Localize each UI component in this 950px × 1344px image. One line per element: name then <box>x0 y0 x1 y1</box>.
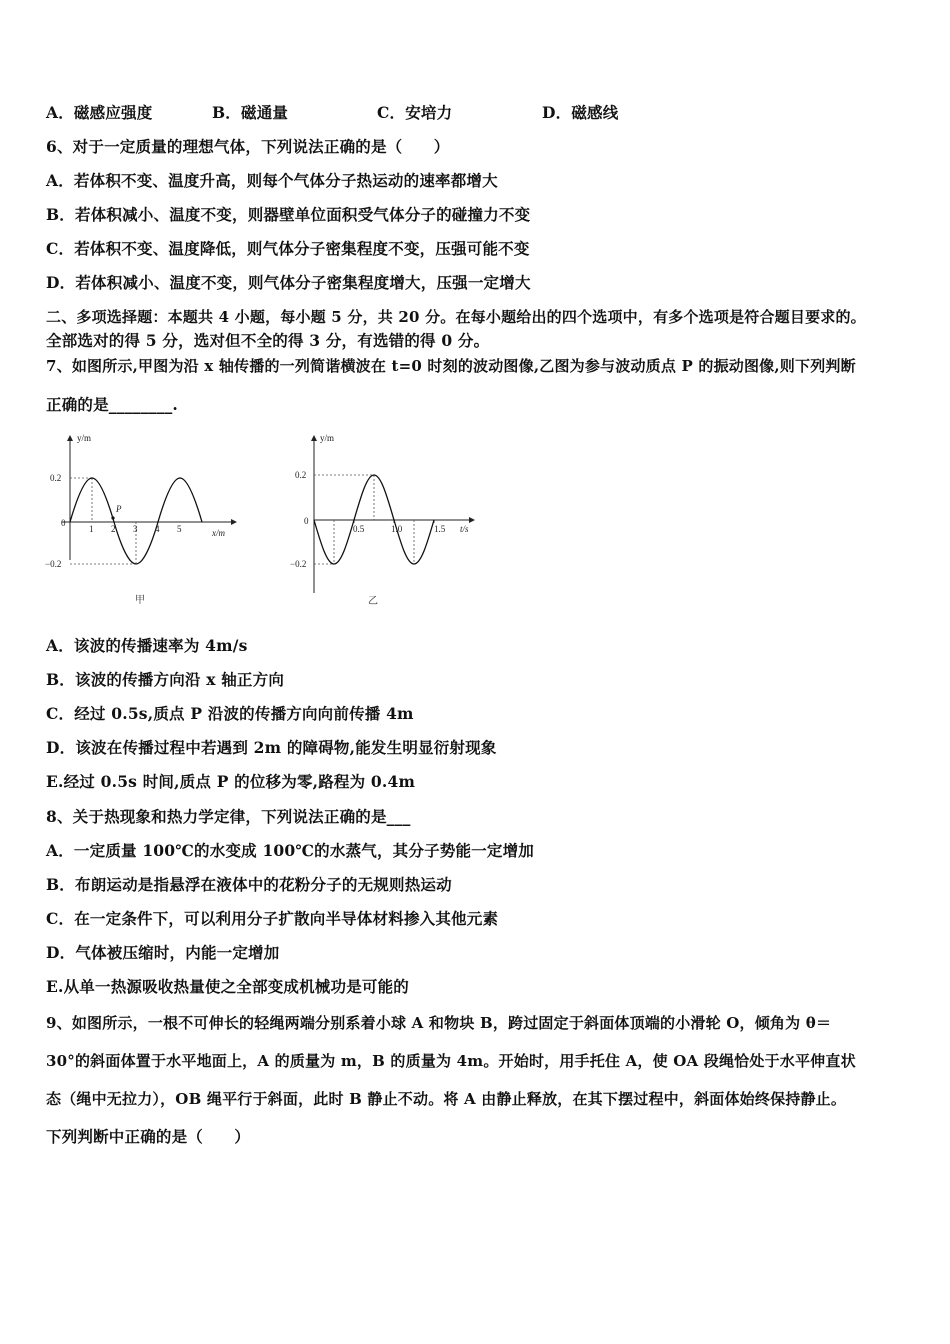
yi-x-tick-1-5: 1.5 <box>434 524 446 534</box>
jia-x-tick-3: 3 <box>133 524 138 534</box>
q8-option-a: A．一定质量 100℃的水变成 100℃的水蒸气，其分子势能一定增加 <box>46 841 534 860</box>
figure-yi-vibration-graph <box>288 428 488 613</box>
jia-tick-0-2: 0.2 <box>50 473 62 483</box>
jia-y-axis-label: y/m <box>77 433 92 443</box>
q7-option-b: B．该波的传播方向沿 x 轴正方向 <box>46 670 285 689</box>
yi-x-axis-label: t/s <box>460 524 469 534</box>
q8-option-e: E.从单一热源吸收热量使之全部变成机械功是可能的 <box>46 977 410 996</box>
jia-caption: 甲 <box>135 595 145 606</box>
q7-stem-line1: 7、如图所示,甲图为沿 x 轴传播的一列简谐横波在 t=0 时刻的波动图像,乙图为参与波动质点 P 的振动图像,则下列判断 <box>46 357 856 375</box>
q5-option-a: A．磁感应强度 <box>46 103 153 122</box>
jia-x-tick-5: 5 <box>177 524 182 534</box>
yi-tick-neg-0-2: −0.2 <box>290 559 307 569</box>
q9-stem-line2: 30°的斜面体置于水平地面上，A 的质量为 m，B 的质量为 4m。开始时，用手托住 A，使 OA 段绳恰处于水平伸直状 <box>46 1052 856 1070</box>
section2-header-line1: 二、多项选择题：本题共 4 小题，每小题 5 分，共 20 分。在每小题给出的四个选项中，有多个选项是符合题目要求的。 <box>46 308 866 326</box>
q6-option-b: B．若体积减小、温度不变，则器壁单位面积受气体分子的碰撞力不变 <box>46 205 531 224</box>
q7-option-c: C．经过 0.5s,质点 P 沿波的传播方向向前传播 4m <box>46 704 414 723</box>
q8-option-b: B．布朗运动是指悬浮在液体中的花粉分子的无规则热运动 <box>46 875 452 894</box>
jia-point-p-label: P <box>116 504 122 514</box>
yi-x-tick-0-5: 0.5 <box>353 524 365 534</box>
yi-origin-label: 0 <box>304 516 309 526</box>
q7-option-d: D．该波在传播过程中若遇到 2m 的障碍物,能发生明显衍射现象 <box>46 738 497 757</box>
jia-tick-neg-0-2: −0.2 <box>45 559 62 569</box>
q7-stem-line2: 正确的是________. <box>46 395 178 414</box>
q6-option-d: D．若体积减小、温度不变，则气体分子密集程度增大，压强一定增大 <box>46 273 531 292</box>
q6-stem: 6、对于一定质量的理想气体，下列说法正确的是（ ） <box>46 137 450 156</box>
yi-tick-0-2: 0.2 <box>295 470 307 480</box>
q5-option-b: B．磁通量 <box>212 103 289 122</box>
jia-x-tick-4: 4 <box>155 524 160 534</box>
q7-option-a: A．该波的传播速率为 4m/s <box>46 636 248 655</box>
jia-x-tick-1: 1 <box>89 524 94 534</box>
q8-option-c: C．在一定条件下，可以利用分子扩散向半导体材料掺入其他元素 <box>46 909 499 928</box>
section2-header-line2: 全部选对的得 5 分，选对但不全的得 3 分，有选错的得 0 分。 <box>46 331 490 350</box>
q9-stem-line3: 态（绳中无拉力），OB 绳平行于斜面，此时 B 静止不动。将 A 由静止释放，在其下摆过程中，斜面体始终保持静止。 <box>46 1090 847 1108</box>
yi-caption: 乙 <box>368 596 378 607</box>
q5-options-row <box>46 103 618 123</box>
q9-stem-line4: 下列判断中正确的是（ ） <box>46 1127 251 1146</box>
q6-option-c: C．若体积不变、温度降低，则气体分子密集程度不变，压强可能不变 <box>46 239 530 258</box>
jia-x-axis-label: x/m <box>212 528 225 538</box>
jia-origin-label: 0 <box>61 518 66 528</box>
q8-stem: 8、关于热现象和热力学定律，下列说法正确的是___ <box>46 807 411 826</box>
q8-option-d: D．气体被压缩时，内能一定增加 <box>46 943 280 962</box>
q9-stem-line1: 9、如图所示，一根不可伸长的轻绳两端分别系着小球 A 和物块 B，跨过固定于斜面体顶端的小滑轮 O，倾角为 θ＝ <box>46 1014 832 1032</box>
figure-jia-wave-graph <box>40 428 250 613</box>
q7-option-e: E.经过 0.5s 时间,质点 P 的位移为零,路程为 0.4m <box>46 772 416 791</box>
q5-option-c: C．安培力 <box>377 103 453 122</box>
jia-point-p <box>111 516 114 519</box>
yi-x-tick-1-0: 1.0 <box>391 524 403 534</box>
yi-y-axis-label: y/m <box>320 433 335 443</box>
q6-option-a: A．若体积不变、温度升高，则每个气体分子热运动的速率都增大 <box>46 171 498 190</box>
jia-x-tick-2: 2 <box>111 524 116 534</box>
q5-option-d: D．磁感线 <box>542 103 619 122</box>
